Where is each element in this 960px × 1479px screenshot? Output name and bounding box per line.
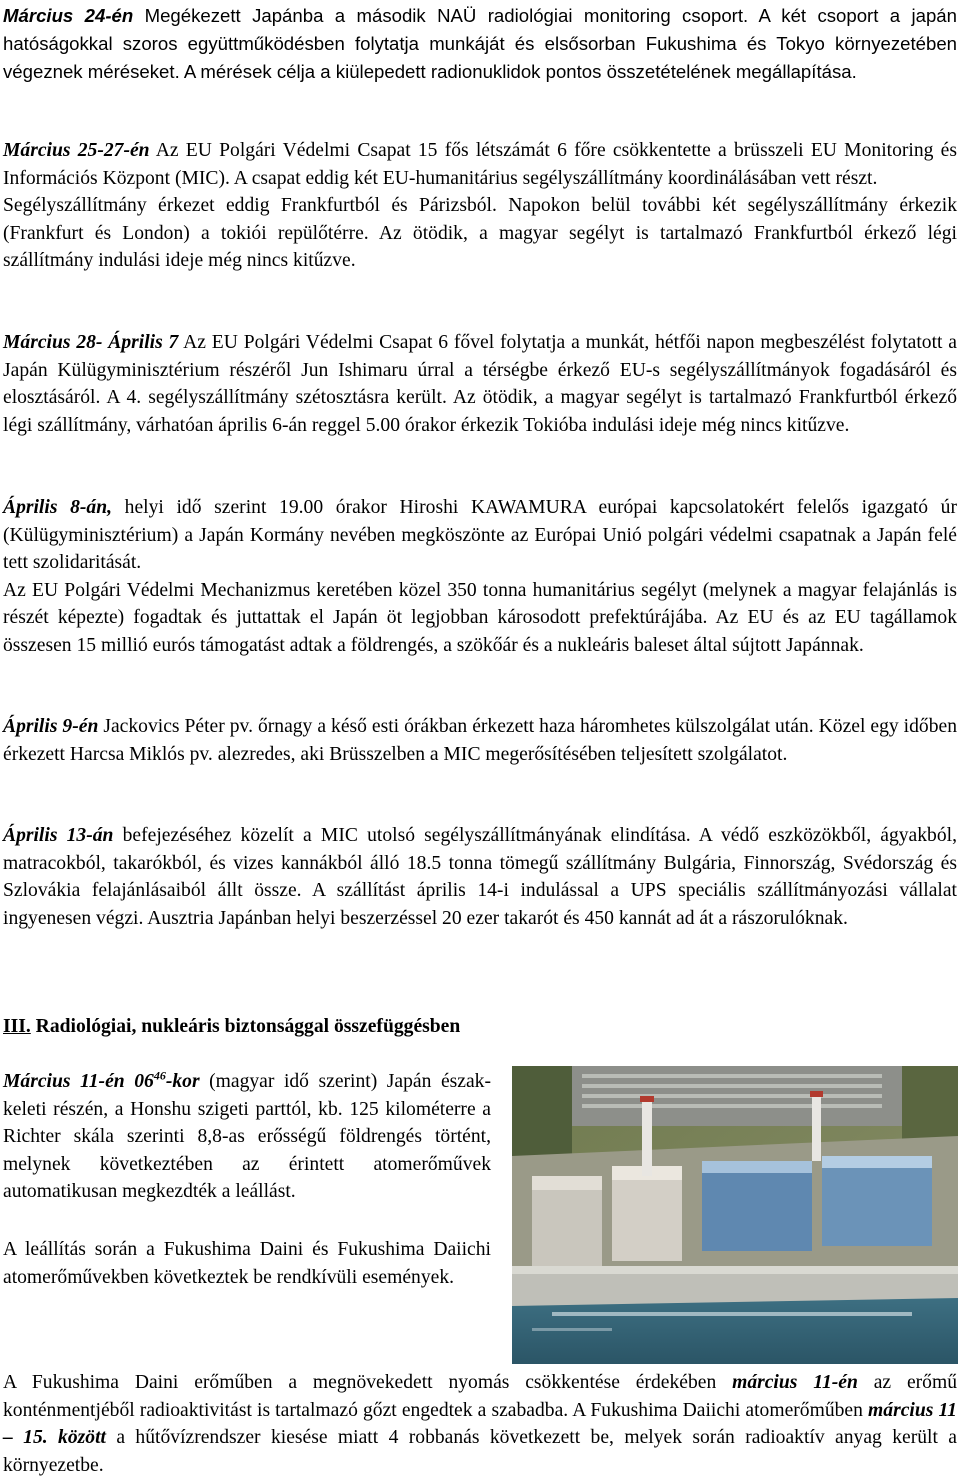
left-column: [3, 1068, 491, 1291]
date-march-28-april-7: Március 28- Április 7: [3, 332, 179, 353]
date-march-11-15-emph: március 11 – 15. között: [3, 1399, 957, 1449]
paragraph-text: Jackovics Péter pv. őrnagy a késő esti órákban érkezett haza háromhetes külszolgálat után. Közel egy időben érkezett Harcsa Miklós pv. alezredes, aki Brüsszelben a MIC megerősítésében teljesített szolgálatot.: [3, 716, 958, 765]
paragraph-text: helyi idő szerint 19.00 órakor Hiroshi KAWAMURA európai kapcsolatokért felelős igazgató úr (Külügyminisztérium) a Japán Kormány nevében megköszönte az Európai Unió polgári védelmi csapatnak a Japán felé tett szolidaritását.: [3, 497, 958, 574]
section-title: Radiológiai, nukleáris biztonsággal összefüggésben: [30, 1016, 461, 1037]
paragraph-text: Az EU Polgári Védelmi Csapat 6 fővel folytatja a munkát, hétfői napon megbeszélést folytatott a Japán Külügyminisztérium részéről Jun Ishimaru úrral a térségbe érkező EU-s segélyszállítmányok fogadásáról és elosztásáról. A 4. segélyszállítmány szétosztásra került. Az ötödik, a magyar segélyt is tartalmazó Frankfurtból érkező légi szállítmány, várhatóan április 6-án reggel 5.00 órakor érkezik Tokióba indulási ideje még nincs kitűzve.: [3, 332, 957, 436]
paragraph-text-block: [3, 137, 957, 192]
date-april-13: Április 13-án: [3, 825, 114, 846]
paragraph-march-28-april-7: [3, 329, 957, 439]
section-number: III.: [3, 1016, 31, 1037]
paragraph-march-25-27: [3, 137, 957, 275]
date-march-11-emph: március 11-én: [732, 1372, 858, 1393]
nuclear-plant-photo: [512, 1066, 958, 1364]
paragraph-text: az erőmű konténmentjéből radioaktivitást is tartalmazó gőzt engedtek a szabadba. A Fukushima Daiichi atomerőműben: [3, 1372, 957, 1421]
paragraph-text: befejezéséhez közelít a MIC utolsó segélyszállítmányának elindítása. A védő eszközökből, ágyakból, matracokból, takarókból, és vizes kannákból álló 18.5 tonna tömegű szállítmány Bulgária, Finnország, Svédország és Szlovákia felajánlásaiból állt össze. A szállítást április 14-i indulással a UPS speciális szállítmányozási vállalat ingyenesen végzi. Ausztria Japánban helyi beszerzéssel 20 ezer takarót és 450 kannát ad át a rászorulóknak.: [3, 825, 957, 929]
date-march-11-end: -kor: [165, 1071, 200, 1092]
paragraph-text-continued: Segélyszállítmány érkezet eddig Frankfurtból és Párizsból. Napokon belül további két segélyszállítmány érkezik (Frankfurt és London) a tokiói repülőtérre. Az ötödik, a magyar segélyt is tartalmazó Frankfurtból érkező légi szállítmány indulási ideje még nincs kitűzve.: [3, 195, 957, 272]
paragraph-text: Megékezett Japánba a második NAÜ radiológiai monitoring csoport. A két csoport a japán hatóságokkal szoros együttműködésben folytatja munkáját és elsősorban Fukushima és Tokyo környezetében végeznek méréseket. A mérések célja a kiülepedett radionuklidok pontos összetételének megállapítása.: [3, 5, 957, 82]
paragraph-march-24: [3, 2, 957, 85]
paragraph-shutdown: A leállítás során a Fukushima Daini és Fukushima Daiichi atomerőművekben következtek be rendkívüli események.: [3, 1238, 491, 1288]
paragraph-text: a hűtővízrendszer kiesése miatt 4 robbanás következett be, melyek során radioaktív anyag került a környezetbe.: [3, 1427, 957, 1476]
time-minutes-sup: 46: [153, 1068, 166, 1083]
paragraph-march-11: [3, 1068, 491, 1206]
spacer: [3, 1206, 491, 1236]
paragraph-text-block: [3, 494, 957, 577]
section-heading: [3, 1013, 957, 1041]
date-april-8: Április 8-án,: [3, 497, 113, 518]
paragraph-april-8: [3, 494, 957, 660]
paragraph-april-13: [3, 822, 957, 932]
paragraph-text-continued: Az EU Polgári Védelmi Mechanizmus keretében közel 350 tonna humanitárius segélyt (melynek a magyar felajánlás is részét képezte) fogadtak és juttattak el Japán öt legjobban károsodott prefektúrájába. Az EU és az EU tagállamok összesen 15 millió eurós támogatást adtak a földrengés, a szökőár és a nukleáris baleset által sújtott Japánnak.: [3, 579, 957, 656]
paragraph-text: Az EU Polgári Védelmi Csapat 15 fős létszámát 6 főre csökkentette a brüsszeli EU Monitoring és Információs Központ (MIC). A csapat eddig két EU-humanitárius segélyszállítmány koordinálásában vett részt.: [3, 140, 957, 189]
date-march-11: [3, 1068, 200, 1092]
date-march-25-27: Március 25-27-én: [3, 140, 150, 161]
paragraph-text: A Fukushima Daini erőműben a megnövekedett nyomás csökkentése érdekében: [3, 1372, 733, 1393]
date-march-11-start: Március 11-én 06: [3, 1071, 154, 1092]
paragraph-text: (magyar idő szerint) Japán észak-keleti részén, a Honshu szigeti parttól, kb. 125 kilométerre a Richter skála szerinti 8,8-as erősségű földrengés történt, melynek következtében az érintett atomerőművek automatikusan megkezdték a leállást.: [3, 1071, 492, 1203]
date-april-9: Április 9-én: [3, 716, 99, 737]
date-march-24: Március 24-én: [3, 5, 134, 26]
paragraph-april-9: [3, 713, 957, 768]
paragraph-fukushima: [3, 1369, 957, 1479]
nuclear-plant-illustration: [512, 1066, 958, 1364]
